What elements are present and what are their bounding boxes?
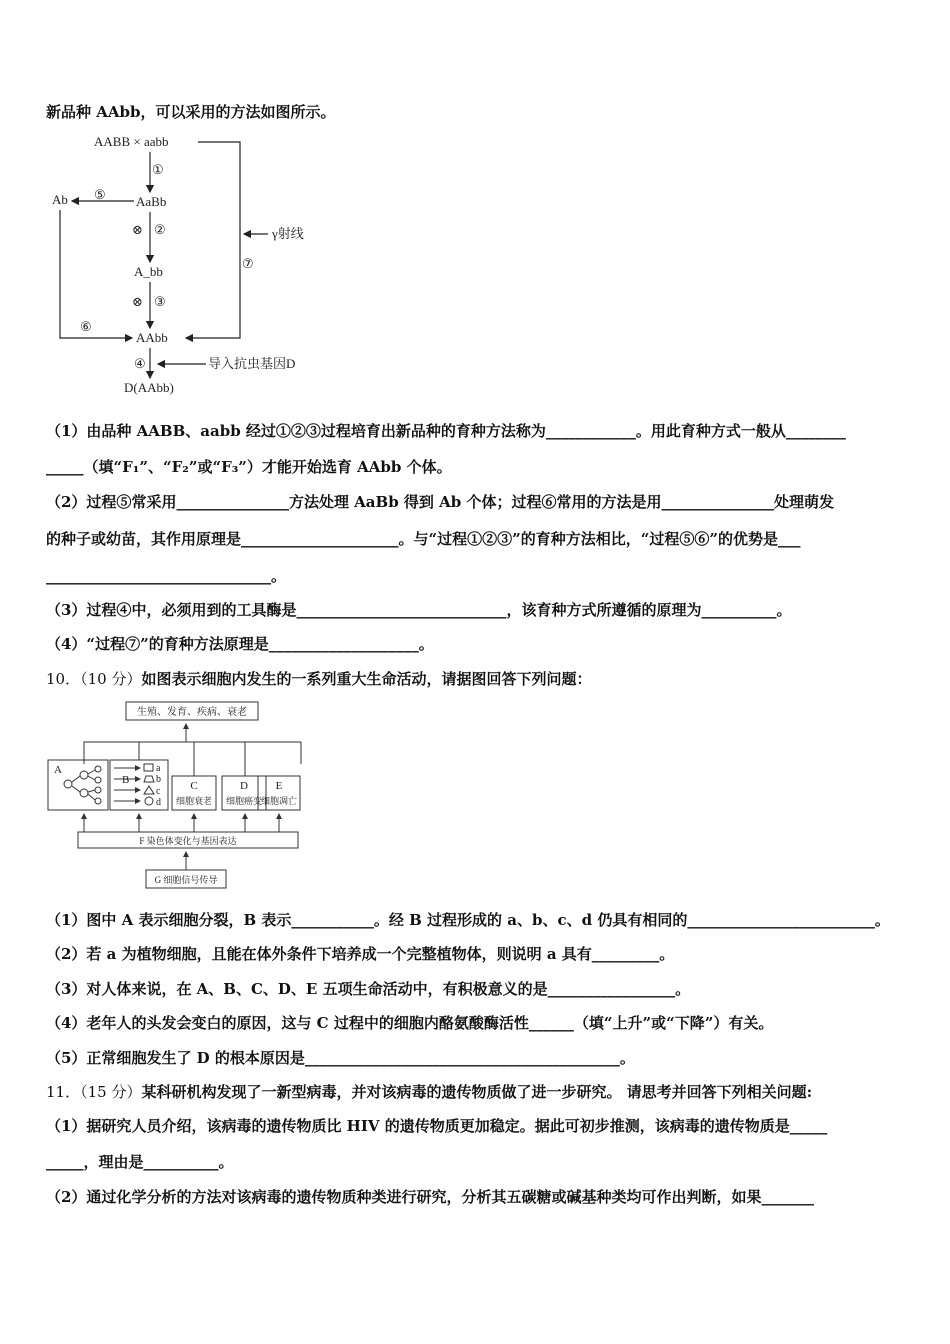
q9-line-2: _____（填“F₁”、“F₂”或“F₃”）才能开始选育 AAbb 个体。 <box>46 458 452 476</box>
top-label: 生殖、发育、疾病、衰老 <box>137 707 247 718</box>
label-c-text: 细胞衰老 <box>175 796 213 806</box>
step7-label: ⑦ <box>242 256 254 271</box>
sub-d: d <box>156 797 161 808</box>
q11-heading <box>46 1082 812 1102</box>
q9-line-7: （4）“过程⑦”的育种方法原理是____________________。 <box>46 635 434 653</box>
link-2 <box>72 786 80 792</box>
q11-line-2: _____，理由是__________。 <box>46 1153 234 1171</box>
step6-label: ⑥ <box>80 319 92 334</box>
label-d-text: 细胞癌变 <box>225 796 263 806</box>
label-b: B <box>122 774 130 786</box>
step5-label: ⑤ <box>94 187 106 202</box>
label-a: A <box>54 764 62 776</box>
aabb-mid-label: AaBb <box>136 194 167 209</box>
q11-line-3: （2）通过化学分析的方法对该病毒的遗传物质种类进行研究，分析其五碳糖或碱基种类均可作出判断，如果_______ <box>46 1188 814 1206</box>
self-cross-2: ⊗ <box>132 294 143 309</box>
aabb-final-label: AAbb <box>136 330 168 345</box>
shape-d <box>145 797 153 805</box>
product-label: D(AAbb) <box>124 380 174 395</box>
q9-line-3: （2）过程⑤常采用_______________方法处理 AaBb 得到 Ab 个体；过程⑥常用的方法是用_______________处理萌发 <box>46 493 834 511</box>
q11-title: 某科研机构发现了一新型病毒，并对该病毒的遗传物质做了进一步研究。 请思考并回答下列相关问题: <box>141 1083 813 1101</box>
top-bracket <box>84 742 301 764</box>
q9-line-1: （1）由品种 AABB、aabb 经过①②③过程培育出新品种的育种方法称为____________。用此育种方式一般从________ <box>46 422 846 440</box>
q10-line-3: （3）对人体来说，在 A、B、C、D、E 五项生命活动中，有积极意义的是_________________。 <box>46 980 691 998</box>
step1-label: ① <box>152 162 164 177</box>
q11-line-1: （1）据研究人员介绍，该病毒的遗传物质比 HIV 的遗传物质更加稳定。据此可初步推测，该病毒的遗传物质是_____ <box>46 1117 828 1135</box>
label-e-text: 细胞凋亡 <box>260 796 298 806</box>
q9-line-6: （3）过程④中，必须用到的工具酶是____________________________，该育种方式所遵循的原理为__________。 <box>46 601 792 619</box>
ab-label: Ab <box>52 192 68 207</box>
cell-5 <box>95 777 101 783</box>
link-4 <box>88 776 95 780</box>
q10-line-5: （5）正常细胞发生了 D 的根本原因是__________________________________________。 <box>46 1049 635 1067</box>
cell-6 <box>95 787 101 793</box>
gamma-label: γ射线 <box>272 226 304 241</box>
q10-line-4: （4）老年人的头发会变白的原因，这与 C 过程中的细胞内酪氨酸酶活性______（填“上升”或“下降”）有关。 <box>46 1014 774 1032</box>
step3-label: ③ <box>154 294 166 309</box>
shape-a <box>144 764 153 771</box>
cell-activity-diagram <box>46 700 306 892</box>
breeding-diagram <box>46 128 346 400</box>
f-label: F 染色体变化与基因表达 <box>139 836 237 846</box>
cell-3 <box>80 789 88 797</box>
label-e: E <box>275 780 283 792</box>
gene-label: 导入抗虫基因D <box>208 356 296 371</box>
sub-a: a <box>156 763 161 774</box>
cross-label: AABB × aabb <box>94 134 169 149</box>
sub-b: b <box>156 774 161 785</box>
self-cross-1: ⊗ <box>132 222 143 237</box>
q10-number: 10．（10 分） <box>46 670 142 688</box>
label-d: D <box>240 780 248 792</box>
cell-7 <box>95 798 101 804</box>
g-label: G 细胞信号传导 <box>154 875 218 885</box>
sub-c: c <box>156 786 161 797</box>
q10-title: 如图表示细胞内发生的一系列重大生命活动，请据图回答下列问题： <box>141 670 592 688</box>
link-1 <box>72 776 80 782</box>
cell-4 <box>95 766 101 772</box>
q10-line-2: （2）若 a 为植物细胞，且能在体外条件下培养成一个完整植物体，则说明 a 具有_________。 <box>46 945 675 963</box>
arrow-7 <box>186 142 240 338</box>
arrow-6 <box>60 210 132 338</box>
link-6 <box>88 794 95 800</box>
label-c: C <box>190 780 198 792</box>
q10-line-1: （1）图中 A 表示细胞分裂，B 表示___________。经 B 过程形成的 a、b、c、d 仍具有相同的_________________________。 <box>46 911 890 929</box>
step2-label: ② <box>154 222 166 237</box>
q11-number: 11．（15 分） <box>46 1083 142 1101</box>
shape-b <box>144 776 154 782</box>
q10-heading <box>46 669 591 689</box>
cell-2 <box>80 771 88 779</box>
intro-text: 新品种 AAbb，可以采用的方法如图所示。 <box>46 103 336 121</box>
shape-c <box>144 786 154 794</box>
q9-line-4: 的种子或幼苗，其作用原理是_____________________。与“过程①②③”的育种方法相比，“过程⑤⑥”的优势是___ <box>46 530 801 548</box>
q9-line-5: ______________________________。 <box>46 567 287 585</box>
link-5 <box>88 790 95 792</box>
abb-label: A_bb <box>134 264 163 279</box>
cell-1 <box>64 780 72 788</box>
step4-label: ④ <box>134 356 146 371</box>
link-3 <box>88 770 95 774</box>
